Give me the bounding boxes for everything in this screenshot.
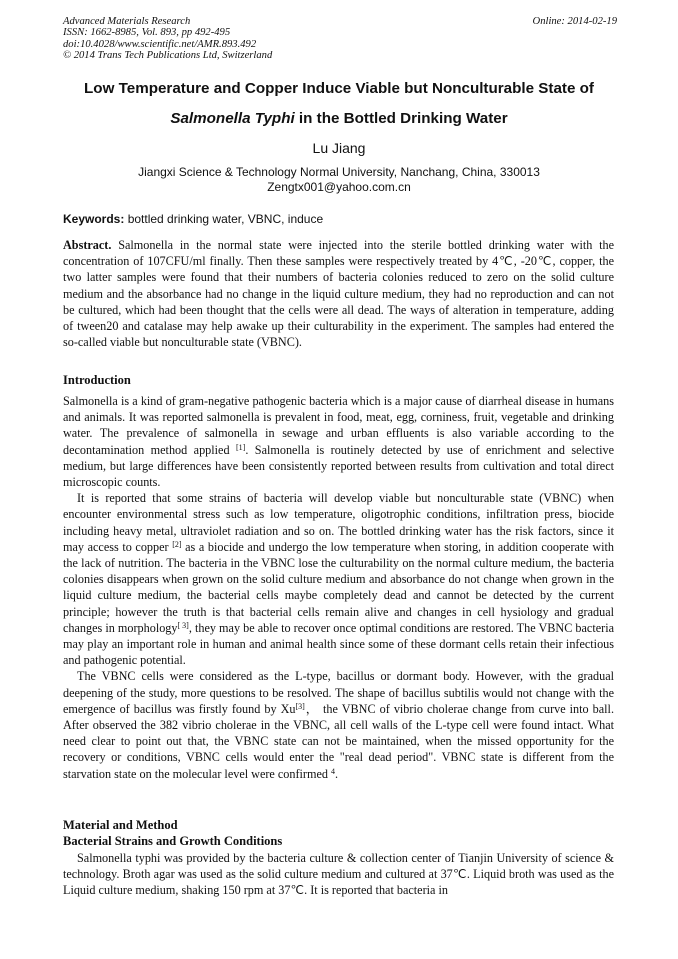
- text-span: , they may be able to recover once optimal conditions are restored. The VBNC bacteria may play an important role in human and animal health since some of these dormant cells retain their infectious and pathogenic potential.: [63, 620, 614, 668]
- text-span: ， the VBNC of vibrio cholerae change from curve into ball. After observed the 382 vibrio cholerae in the VBNC, all cell walls of the L-type cell were found intact. What need clear to point out that, the VBNC state can not be maintained, when the missed opportunity for the recovery or conditions, VBNC cells would enter the "real dead period". VBNC state is different from the starvation state on the molecular level were confirmed: [63, 701, 614, 781]
- text-span: The VBNC cells were considered as the L-type, bacillus or dormant body. However, with the gradual deepening of the study, more questions to be resolved. The shape of bacillus subtilis would not change with the emergence of bacillus was firstly found by Xu: [63, 669, 614, 716]
- issn-line: ISSN: 1662-8985, Vol. 893, pp 492-495: [63, 27, 231, 39]
- citation: [3]: [295, 701, 305, 711]
- copyright-line: © 2014 Trans Tech Publications Ltd, Switzerland: [63, 50, 273, 62]
- methods-body: [63, 850, 614, 899]
- author-name: Lu Jiang: [312, 140, 366, 156]
- introduction-heading: Introduction: [63, 373, 131, 387]
- author-email: Zengtx001@yahoo.com.cn: [267, 180, 411, 194]
- citation: 4: [331, 766, 336, 776]
- methods-heading: Material and Method: [63, 818, 178, 832]
- paper-title-line1: Low Temperature and Copper Induce Viable but Nonculturable State of: [84, 80, 594, 97]
- methods-subheading: Bacterial Strains and Growth Conditions: [63, 834, 283, 848]
- journal-name: Advanced Materials Research: [63, 16, 191, 27]
- abstract-label: Abstract.: [63, 238, 112, 252]
- abstract: [63, 237, 614, 350]
- keywords-label: Keywords:: [63, 212, 125, 226]
- abstract-text: Salmonella in the normal state were injected into the sterile bottled drinking water with the concentration of 107CFU/ml finally. Then these samples were respectively treated by 4℃, -20℃, copper, the two latter samples were found that their numbers of bacteria colonies reduced to zero on the solid culture medium and the absorbance had no change in the liquid culture medium, they had no reproduction and can not be cultured, which had been thought that the cells were all dead. The ways of alteration in temperature, adding of tween20 and catalase may help awake up their culturability in the experiment. The samples had entered the so-called viable but nonculturable state (VBNC).: [63, 238, 614, 350]
- introduction-body: [63, 393, 614, 782]
- text-span: . Salmonella is routinely detected by use of enrichment and selective medium, but large differences have been consistently reported between results from cultivation and total direct microscopic counts.: [63, 442, 614, 490]
- intro-paragraph-3: [63, 668, 614, 781]
- intro-paragraph-1: [63, 393, 614, 490]
- text-span: as a biocide and undergo the low temperature when storing, in addition cooperate with the lack of nutrition. The bacteria in the VBNC lose the culturability on the normal culture medium, the bacteria colonies disappears when grown on the solid culture medium and absorbance do not change when grown in the liquid culture medium, the bacterial cells maybe completely dead and cannot be detected by the current principle; however the truth is that bacterial cells remain alive and changes in cell hysiology and gradual changes in morphology: [63, 539, 614, 635]
- doi-line: doi:10.4028/www.scientific.net/AMR.893.492: [63, 38, 257, 50]
- title-species: Salmonella Typhi: [170, 110, 295, 127]
- intro-paragraph-2: [63, 490, 614, 668]
- citation: [ 3]: [177, 620, 189, 630]
- affiliation: Jiangxi Science & Technology Normal University, Nanchang, China, 330013: [138, 165, 540, 179]
- text-span: Salmonella is a kind of gram-negative pathogenic bacteria which is a major cause of diarrheal disease in humans and animals. It was reported salmonella is prevalent in food, meat, egg, corniness, fruit, vegetable and drinking water. The prevalence of salmonella in sewage and urban effluents is also variable according to the decontamination method applied: [63, 394, 614, 457]
- text-span: .: [335, 766, 339, 781]
- online-date: Online: 2014-02-19: [532, 16, 617, 27]
- paper-title-line2: [40, 110, 638, 127]
- keywords: [63, 212, 323, 226]
- methods-paragraph-1: Salmonella typhi was provided by the bacteria culture & collection center of Tianjin University of science & technology. Broth agar was used as the solid culture medium and cultured at 37℃. Liquid broth was used as the Liquid culture medium, shaking 150 rpm at 37℃. It is reported that bacteria in: [63, 851, 614, 898]
- citation: [1]: [235, 442, 246, 452]
- citation: [2]: [172, 539, 182, 549]
- text-span: It is reported that some strains of bacteria will develop viable but nonculturable state (VBNC) when encounter environmental stress such as low temperature, oligotrophic conditions, infiltration press, biocide including heavy metal, ultraviolet radiation and so on. The bottled drinking water has the risk factors, since it may access to copper: [63, 491, 614, 554]
- journal-header: [63, 16, 272, 62]
- keywords-value: bottled drinking water, VBNC, induce: [124, 212, 324, 226]
- title-rest: in the Bottled Drinking Water: [294, 110, 508, 127]
